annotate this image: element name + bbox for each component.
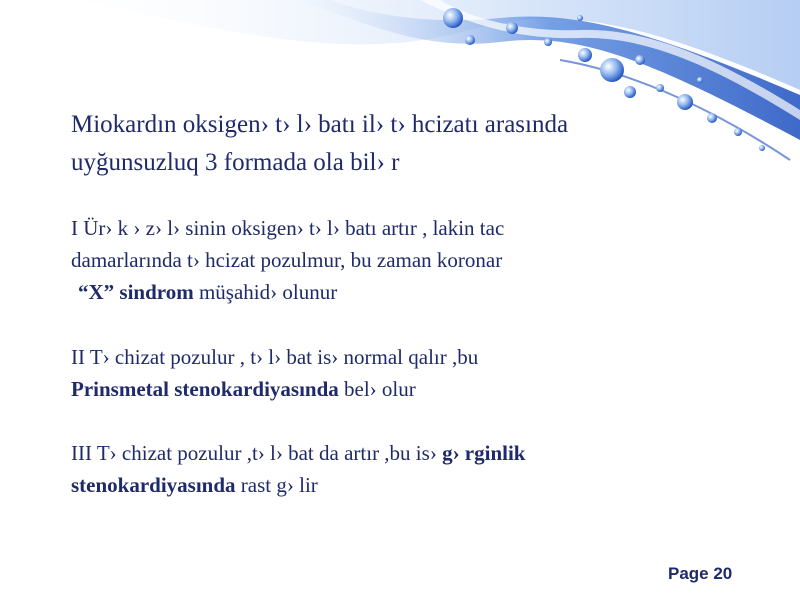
p3-stenocardia-term: stenokardiyasında: [71, 473, 236, 497]
paragraph-1: [71, 212, 751, 308]
p1-x-syndrome: “X” sindrom: [78, 280, 194, 304]
p3-line-2-rest: rast g› lir: [235, 473, 318, 497]
p3-line-1: III T› chizat pozulur ,t› l› bat da artır ,bu is›: [71, 441, 443, 465]
title-line-1: Miokardın oksigen› t› l› batı il› t› hcizatı arasında: [71, 111, 569, 138]
paragraph-2: [71, 341, 751, 405]
page-number: Page 20: [668, 564, 733, 583]
title-line-2: uyğunsuzluq 3 formada ola bil› r: [71, 149, 400, 176]
p2-prinzmetal-term: Prinsmetal stenokardiyasında: [71, 377, 339, 401]
p2-line-1: II T› chizat pozulur , t› l› bat is› normal qalır ,bu: [71, 345, 479, 369]
paragraph-3: [71, 437, 751, 501]
p1-line-1: I Ür› k › z› l› sinin oksigen› t› l› batı artır , lakin tac: [71, 216, 505, 240]
p2-line-2-rest: bel› olur: [338, 377, 416, 401]
p3-tension-term: g› rginlik: [442, 441, 526, 465]
slide-title: [71, 106, 771, 182]
p1-line-3-rest: müşahid› olunur: [193, 280, 338, 304]
p1-line-2: damarlarında t› hcizat pozulmur, bu zaman koronar: [71, 248, 503, 272]
